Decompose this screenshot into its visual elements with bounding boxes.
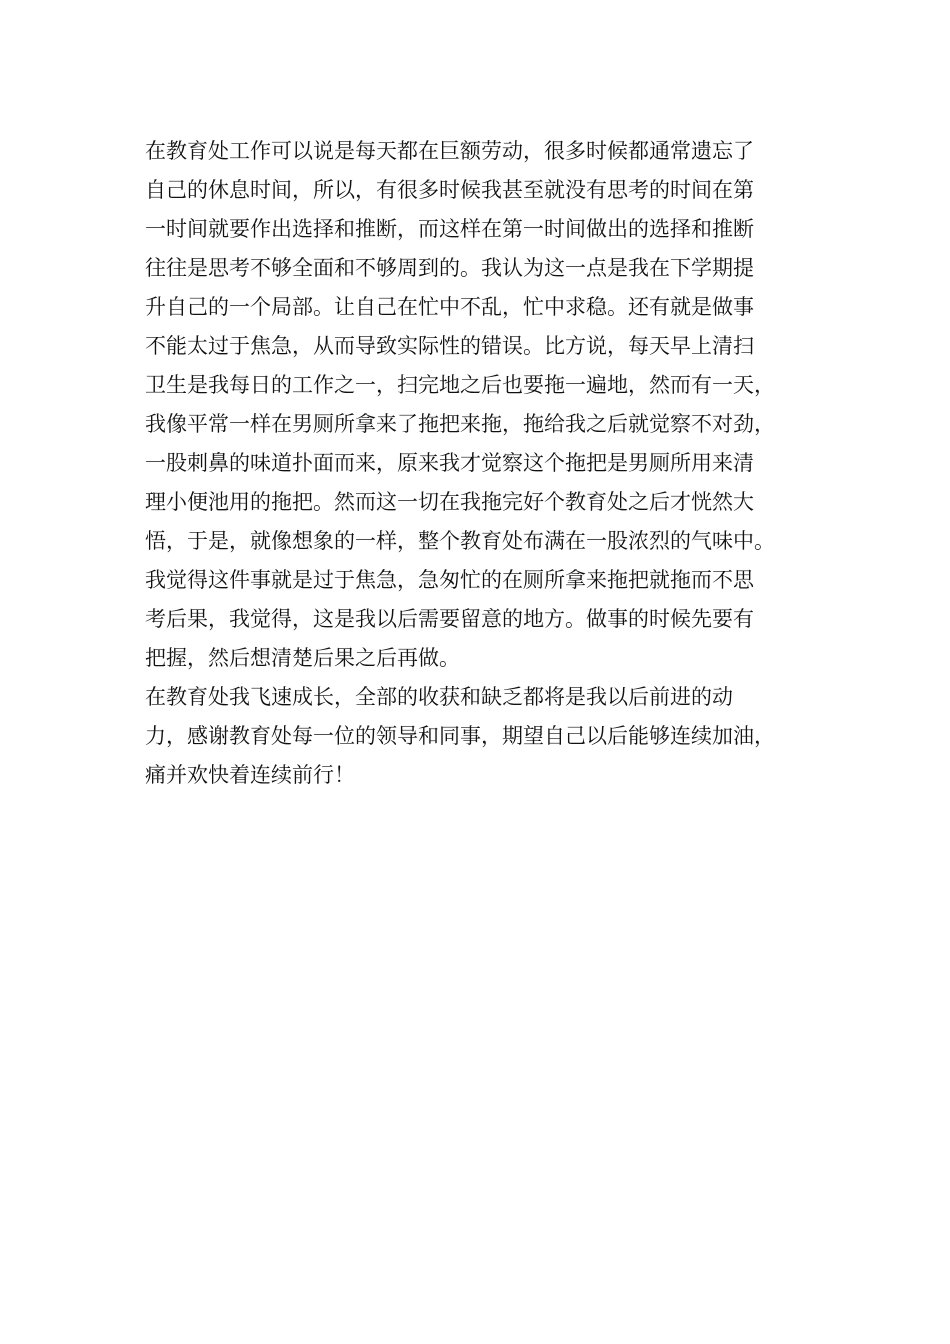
text-line: 理小便池用的拖把。然而这一切在我拖完好个教育处之后才恍然大 [145, 490, 754, 514]
text-line: 卫生是我每日的工作之一，扫完地之后也要拖一遍地，然而有一天， [145, 373, 775, 397]
text-line: 一股刺鼻的味道扑面而来，原来我才觉察这个拖把是男厕所用来清 [145, 451, 754, 475]
text-line: 把握，然后想清楚后果之后再做。 [145, 646, 460, 670]
text-line: 悟，于是，就像想象的一样，整个教育处布满在一股浓烈的气味中。 [145, 529, 775, 553]
text-line: 我像平常一样在男厕所拿来了拖把来拖，拖给我之后就觉察不对劲， [145, 412, 775, 436]
text-line: 升自己的一个局部。让自己在忙中不乱，忙中求稳。还有就是做事 [145, 295, 754, 319]
text-line: 往往是思考不够全面和不够周到的。我认为这一点是我在下学期提 [145, 256, 754, 280]
paragraph-1 [145, 132, 825, 678]
text-line: 不能太过于焦急，从而导致实际性的错误。比方说，每天早上清扫 [145, 334, 754, 358]
text-line: 痛并欢快着连续前行！ [145, 763, 355, 787]
text-line: 我觉得这件事就是过于焦急，急匆忙的在厕所拿来拖把就拖而不思 [145, 568, 754, 592]
text-line: 自己的休息时间，所以，有很多时候我甚至就没有思考的时间在第 [145, 178, 754, 202]
text-line: 一时间就要作出选择和推断，而这样在第一时间做出的选择和推断 [145, 217, 754, 241]
text-line: 力，感谢教育处每一位的领导和同事，期望自己以后能够连续加油， [145, 724, 775, 748]
text-line: 考后果，我觉得，这是我以后需要留意的地方。做事的时候先要有 [145, 607, 754, 631]
text-line: 在教育处工作可以说是每天都在巨额劳动，很多时候都通常遗忘了 [145, 139, 754, 163]
document-body [145, 132, 825, 795]
paragraph-2 [145, 678, 825, 795]
text-line: 在教育处我飞速成长，全部的收获和缺乏都将是我以后前进的动 [145, 685, 733, 709]
